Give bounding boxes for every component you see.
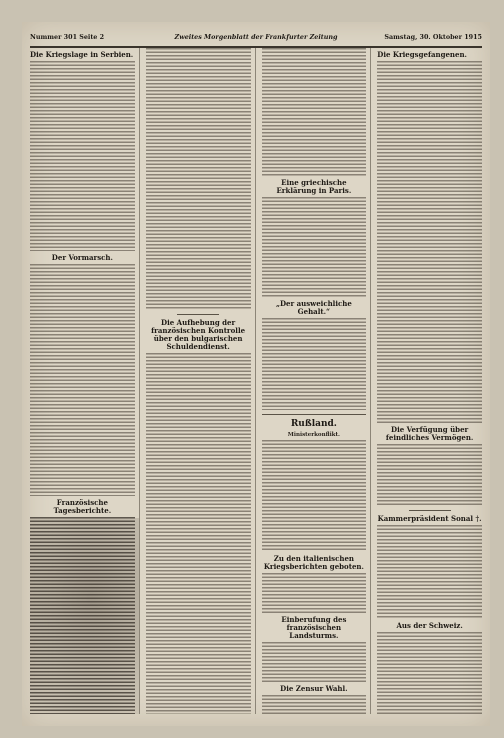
article-heading: Aus der Schweiz. (396, 621, 463, 631)
article-heading: Kammerpräsident Sonal †. (377, 514, 482, 524)
column-1 (30, 48, 140, 714)
article-heading: Die Zensur Wahl. (280, 683, 348, 693)
section-subheading: Ministerkonflikt. (287, 431, 340, 438)
article-text-block (262, 48, 367, 176)
article-heading: Die Verfügung über feindliches Vermögen. (385, 425, 474, 443)
column-area (30, 48, 482, 714)
article-text-block (377, 61, 482, 423)
article-heading: Einberufung des französischen Landsturms. (281, 614, 347, 640)
header-issue-page: Nummer 301 Seite 2 (30, 33, 105, 41)
column-3 (262, 48, 372, 714)
article-text-block (377, 632, 482, 714)
header-masthead: Zweites Morgenblatt der Frankfurter Zeitung (174, 33, 338, 41)
article-text-block (30, 61, 135, 251)
article-heading: Die Kriegsgefangenen. (377, 50, 467, 59)
article-heading: Die Kriegslage in Serbien. (30, 50, 134, 59)
article-heading: Französische Tagesberichte. (53, 498, 112, 516)
article-text-block (377, 444, 482, 506)
article-text-block (262, 440, 367, 552)
article-text-block (30, 517, 135, 714)
newspaper-page (22, 22, 490, 726)
article-text-block (377, 525, 482, 619)
article-heading: Die Aufhebung der französischen Kontrolle über den bulgarischen Schuldendienst. (151, 318, 246, 352)
divider (409, 510, 451, 511)
article-text-block (146, 353, 251, 714)
column-2 (146, 48, 256, 714)
header-date: Samstag, 30. Oktober 1915 (384, 33, 482, 41)
divider (177, 314, 219, 315)
article-text-block (146, 48, 251, 310)
article-text-block (262, 197, 367, 297)
page-header (30, 30, 482, 48)
article-text-block (262, 573, 367, 613)
article-heading: „Der ausweichliche Gehalt.“ (275, 299, 352, 317)
article-heading: Der Vormarsch. (51, 253, 113, 263)
article-text-block (262, 318, 367, 410)
article-text-block (262, 642, 367, 682)
section-heading: Rußland. (290, 419, 337, 430)
column-4 (377, 48, 482, 714)
article-heading: Zu den italienischen Kriegsberichten geboten. (263, 553, 364, 571)
article-text-block (30, 264, 135, 496)
article-heading: Eine griechische Erklärung in Paris. (276, 178, 352, 196)
article-text-block (262, 695, 367, 714)
divider (262, 414, 367, 415)
